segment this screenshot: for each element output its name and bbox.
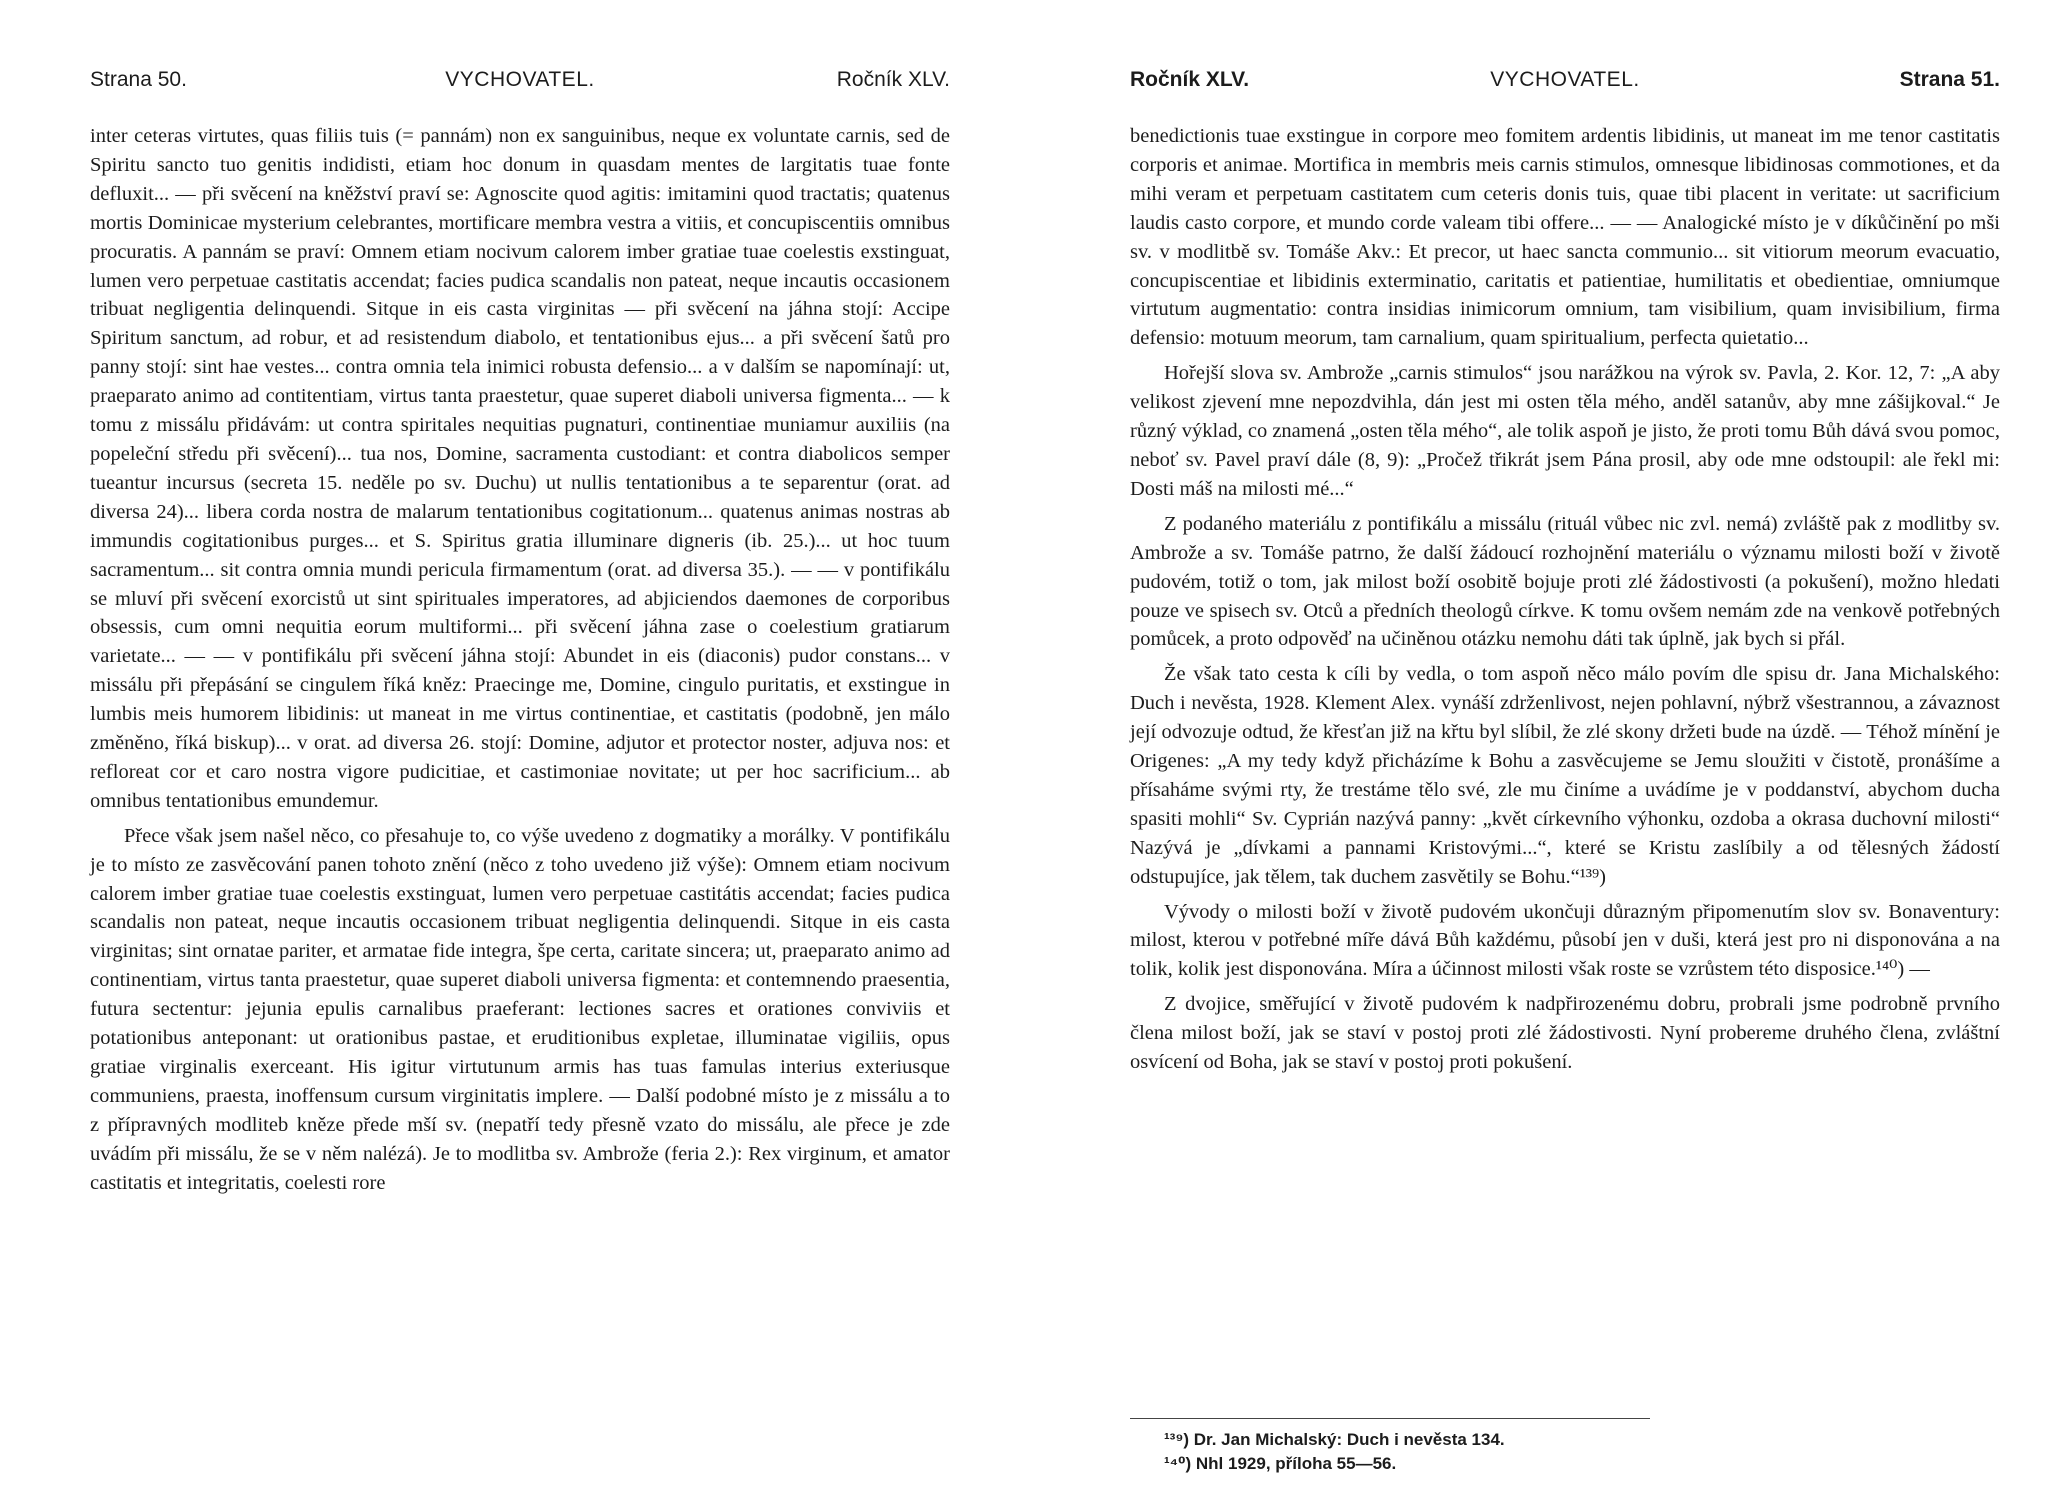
footnote: ¹⁴⁰) Nhl 1929, příloha 55—56.: [1164, 1454, 1397, 1473]
page-number-text: Strana 51.: [1899, 68, 2000, 91]
paragraph: inter ceteras virtutes, quas filiis tuis (= pannám) non ex sanguinibus, neque ex voluntate carnis, sed de Spiritu sancto tuo genitis indidisti, etiam hoc donum in quasdam mentes de largitatis tuae fonte defluxit... — při svěcení na kněžství praví se: Agnoscite quod agitis: imitamini quod tractatis; quatenus mortis Dominicae mysterium celebrantes, mortificare membra vestra a vitiis, et concupiscentiis omnibus procuratis. A pannám se praví: Omnem etiam nocivum calorem imber gratiae tuae coelestis exstinguat, lumen vero perpetuae castitatis accendat; facies pudica scandalis non pateat, neque incautis occasionem tribuat negligentia delinquendi. Sitque in eis casta virginitas — při svěcení na jáhna stojí: Accipe Spiritum sanctum, ad robur, et ad resistendum diabolo, et tentationibus ejus... a při svěcení šatů pro panny stojí: sint hae vestes... contra omnia tela inimici robusta defensio... a v dalším se napomínají: ut, praeparato animo ad contitentiam, virtus tanta praestetur, quae superet diaboli universa figmenta... — k tomu z missálu přidávám: ut contra spiritales nequitias pugnaturi, continentiae muniamur auxiliis (na popeleční středu při svěcení)... tua nos, Domine, sacramenta custodiant: et contra diabolicos semper tueantur incursus (secreta 15. neděle po sv. Duchu) ut nullis tentationibus a te separentur (orat. ad diversa 24)... libera corda nostra de malarum tentationibus cogitationum... quatenus animas nostras ab immundis cogitationibus purges... et S. Spiritus gratia illuminare digneris (ib. 25.)... ut hoc tuum sacramentum... sit contra omnia mundi pericula firmamentum (orat. ad diversa 35.). — — v pontifikálu se mluví při svěcení exorcistů ut sint spirituales imperatores, ad abjiciendos daemones de corporibus obsessis, cum omni nequitia eorum multiformi... při svěcení jáhna zase o coelestium gratiarum varietate... — — v pontifikálu při svěcení jáhna stojí: Abundet in eis (diaconis) pudor constans... v missálu při přepásání se cingulem říká kněz: Praecinge me, Domine, cingulo puritatis, et exstingue in lumbis meis humorem libidinis: ut maneat in me virtus continentiae, et castitatis (podobně, jen málo změněno, říká biskup)... v orat. ad diversa 26. stojí: Domine, adjutor et protector noster, adjuva nos: et refloreat cor et caro nostra vigore pudicitiae, et castimoniae novitate; ut per hoc sacrificium... ab omnibus tentationibus emundemur.: [90, 125, 950, 812]
journal-title: VYCHOVATEL.: [1490, 68, 1640, 91]
paragraph: Přece však jsem našel něco, co přesahuje to, co výše uvedeno z dogmatiky a morálky. V pontifikálu je to místo ze zasvěcování panen tohoto znění (něco z toho uvedeno již výše): Omnem etiam nocivum calorem imber gratiae tuae coelestis exstinguat, lumen vero perpetuae castitátis accendat; facies pudica scandalis non pateat, neque incautis occasionem tribuat negligentia delinquendi. Sitque in eis casta virginitas; sint ornatae pariter, et armatae fide integra, špe certa, caritate sincera; ut, praeparato animo ad continentiam, virtus tanta praestetur, quae superet diaboli universa figmenta: et contemnendo praesentia, futura sectentur: jejunia epulis carnalibus praeferant: lectiones sacres et orationes conviviis et potationibus anteponant: ut orationibus pastae, et eruditionibus expletae, illuminatae vigiliis, opus gratiae virginalis exerceant. His igitur virtutunum armis has tuas famulas interius exteriusque communiens, praesta, inoffensum cursum virginitatis implere. — Další podobné místo je z missálu a to z přípravných modliteb kněze přede mší sv. (nepatří tedy přesně vzato do missálu, ale přece je zde uvádím při missálu, že se v něm nalézá). Je to modlitba sv. Ambrože (feria 2.): Rex virginum, et amator castitatis et integritatis, coelesti rore: [90, 824, 950, 1194]
paragraph: Vývody o milosti boží v životě pudovém ukončuji důrazným připomenutím slov sv. Bonaventury: milost, kterou v potřebné míře dává Bůh každému, působí jen v duši, která jest pro ni disponována a na tolik, kolik jest disponována. Míra a účinnost milosti však roste se vzrůstem této disposice.¹⁴⁰) —: [1130, 900, 2000, 981]
paragraph: Z podaného materiálu z pontifikálu a missálu (rituál vůbec nic zvl. nemá) zvláště pak z modlitby sv. Ambrože a sv. Tomáše patrno, že další žádoucí rozhojnění materiálu o významu milosti boží v životě pudovém, totiž o tom, jak milost boží osobitě bojuje proti zlé žádostivosti (a pokušení), možno hledati pouze ve spisech sv. Otců a předních theologů církve. K tomu ovšem nemám zde na venkově potřebných pomůcek, a proto odpověď na učiněnou otázku nemohu dáti tak úplně, jak bych si přál.: [1130, 512, 2000, 651]
right-page-body: [1130, 122, 2000, 1083]
paragraph: Z dvojice, směřující v životě pudovém k nadpřirozenému dobru, probrali jsme podrobně prvního člena milost boží, jak se staví v postoj proti zlé žádostivosti. Nyní probereme druhého člena, zvláštní osvícení od Boha, jak se staví v postoj proti pokušení.: [1130, 993, 2000, 1074]
left-page-body: [90, 122, 950, 1204]
page-number-label: Strana 50.: [90, 68, 187, 91]
volume-label-text: Ročník XLV.: [1130, 68, 1250, 91]
paragraph: Hořejší slova sv. Ambrože „carnis stimulos“ jsou narážkou na výrok sv. Pavla, 2. Kor. 12, 7: „A aby velikost zjevení mne nepozdvihla, dán jest mi osten těla mého, anděl satanův, aby mne zášijkoval.“ Je různý výklad, co znamená „osten těla mého“, ale tolik aspoň je jisto, že proti tomu Bůh dává svou pomoc, neboť sv. Pavel praví dále (8, 9): „Pročež třikrát jsem Pána prosil, aby ode mne odstoupil: ale řekl mi: Dosti máš na milosti mé...“: [1130, 362, 2000, 500]
left-page: [90, 0, 950, 1500]
journal-title: VYCHOVATEL.: [445, 68, 595, 91]
paragraph: Že však tato cesta k cíli by vedla, o tom aspoň něco málo povím dle spisu dr. Jana Michalského: Duch i nevěsta, 1928. Klement Alex. vynáší zdrženlivost, nejen pohlavní, nýbrž všestrannou, a závaznost její odvozuje odtud, že křesťan již na křtu byl slíbil, že zlé skony držeti bude na úzdě. — Téhož mínění je Origenes: „A my tedy když přicházíme k Bohu a zasvěcujeme se Jemu sloužiti v čistotě, pronášíme a přísaháme svými rty, že trestáme tělo své, zle mu činíme a uvádíme je v poddanství, abychom ducha spasiti mohli“ Sv. Cyprián nazývá panny: „květ církevního výhonku, ozdoba a okrasa duchovní milosti“ Nazývá je „dívkami a pannami Kristovými...“, které se Kristu zaslíbily a od tělesných žádostí odstupujíce, jak tělem, tak duchem zasvětily se Bohu.“¹³⁹): [1130, 663, 2000, 888]
right-page: [1130, 0, 2000, 1500]
volume-label: [1130, 68, 1249, 92]
volume-label: Ročník XLV.: [836, 68, 950, 91]
footnote: ¹³⁹) Dr. Jan Michalský: Duch i nevěsta 134.: [1164, 1430, 1505, 1449]
footnotes: [1130, 1428, 2000, 1476]
right-page-header: [1130, 68, 2000, 102]
page-number-label: [1900, 68, 2000, 92]
footnote-divider: [1130, 1418, 1650, 1419]
left-page-header: [90, 68, 950, 102]
paragraph: benedictionis tuae exstingue in corpore meo fomitem ardentis libidinis, ut maneat im me tenor castitatis corporis et animae. Mortifica in membris meis carnis stimulos, omnesque libidinosas commotiones, et da mihi veram et perpetuam castitatem cum ceteris donis tuis, quae tibi placent in veritate: ut sacrificium laudis casto corpore, et mundo corde valeam tibi offere... — — Analogické místo je v díkůčinění po mši sv. v modlitbě sv. Tomáše Akv.: Et precor, ut haec sancta communio... sit vitiorum meorum evacuatio, concupiscentiae et libidinis exterminatio, caritatis et patientiae, humilitatis et obedientiae, omniumque virtutum augmentatio: contra insidias inimicorum omnium, tam visibilium, quam invisibilium, firma defensio: motuum meorum, tam carnalium, quam spiritualium, perfecta quietatio...: [1130, 125, 2000, 350]
